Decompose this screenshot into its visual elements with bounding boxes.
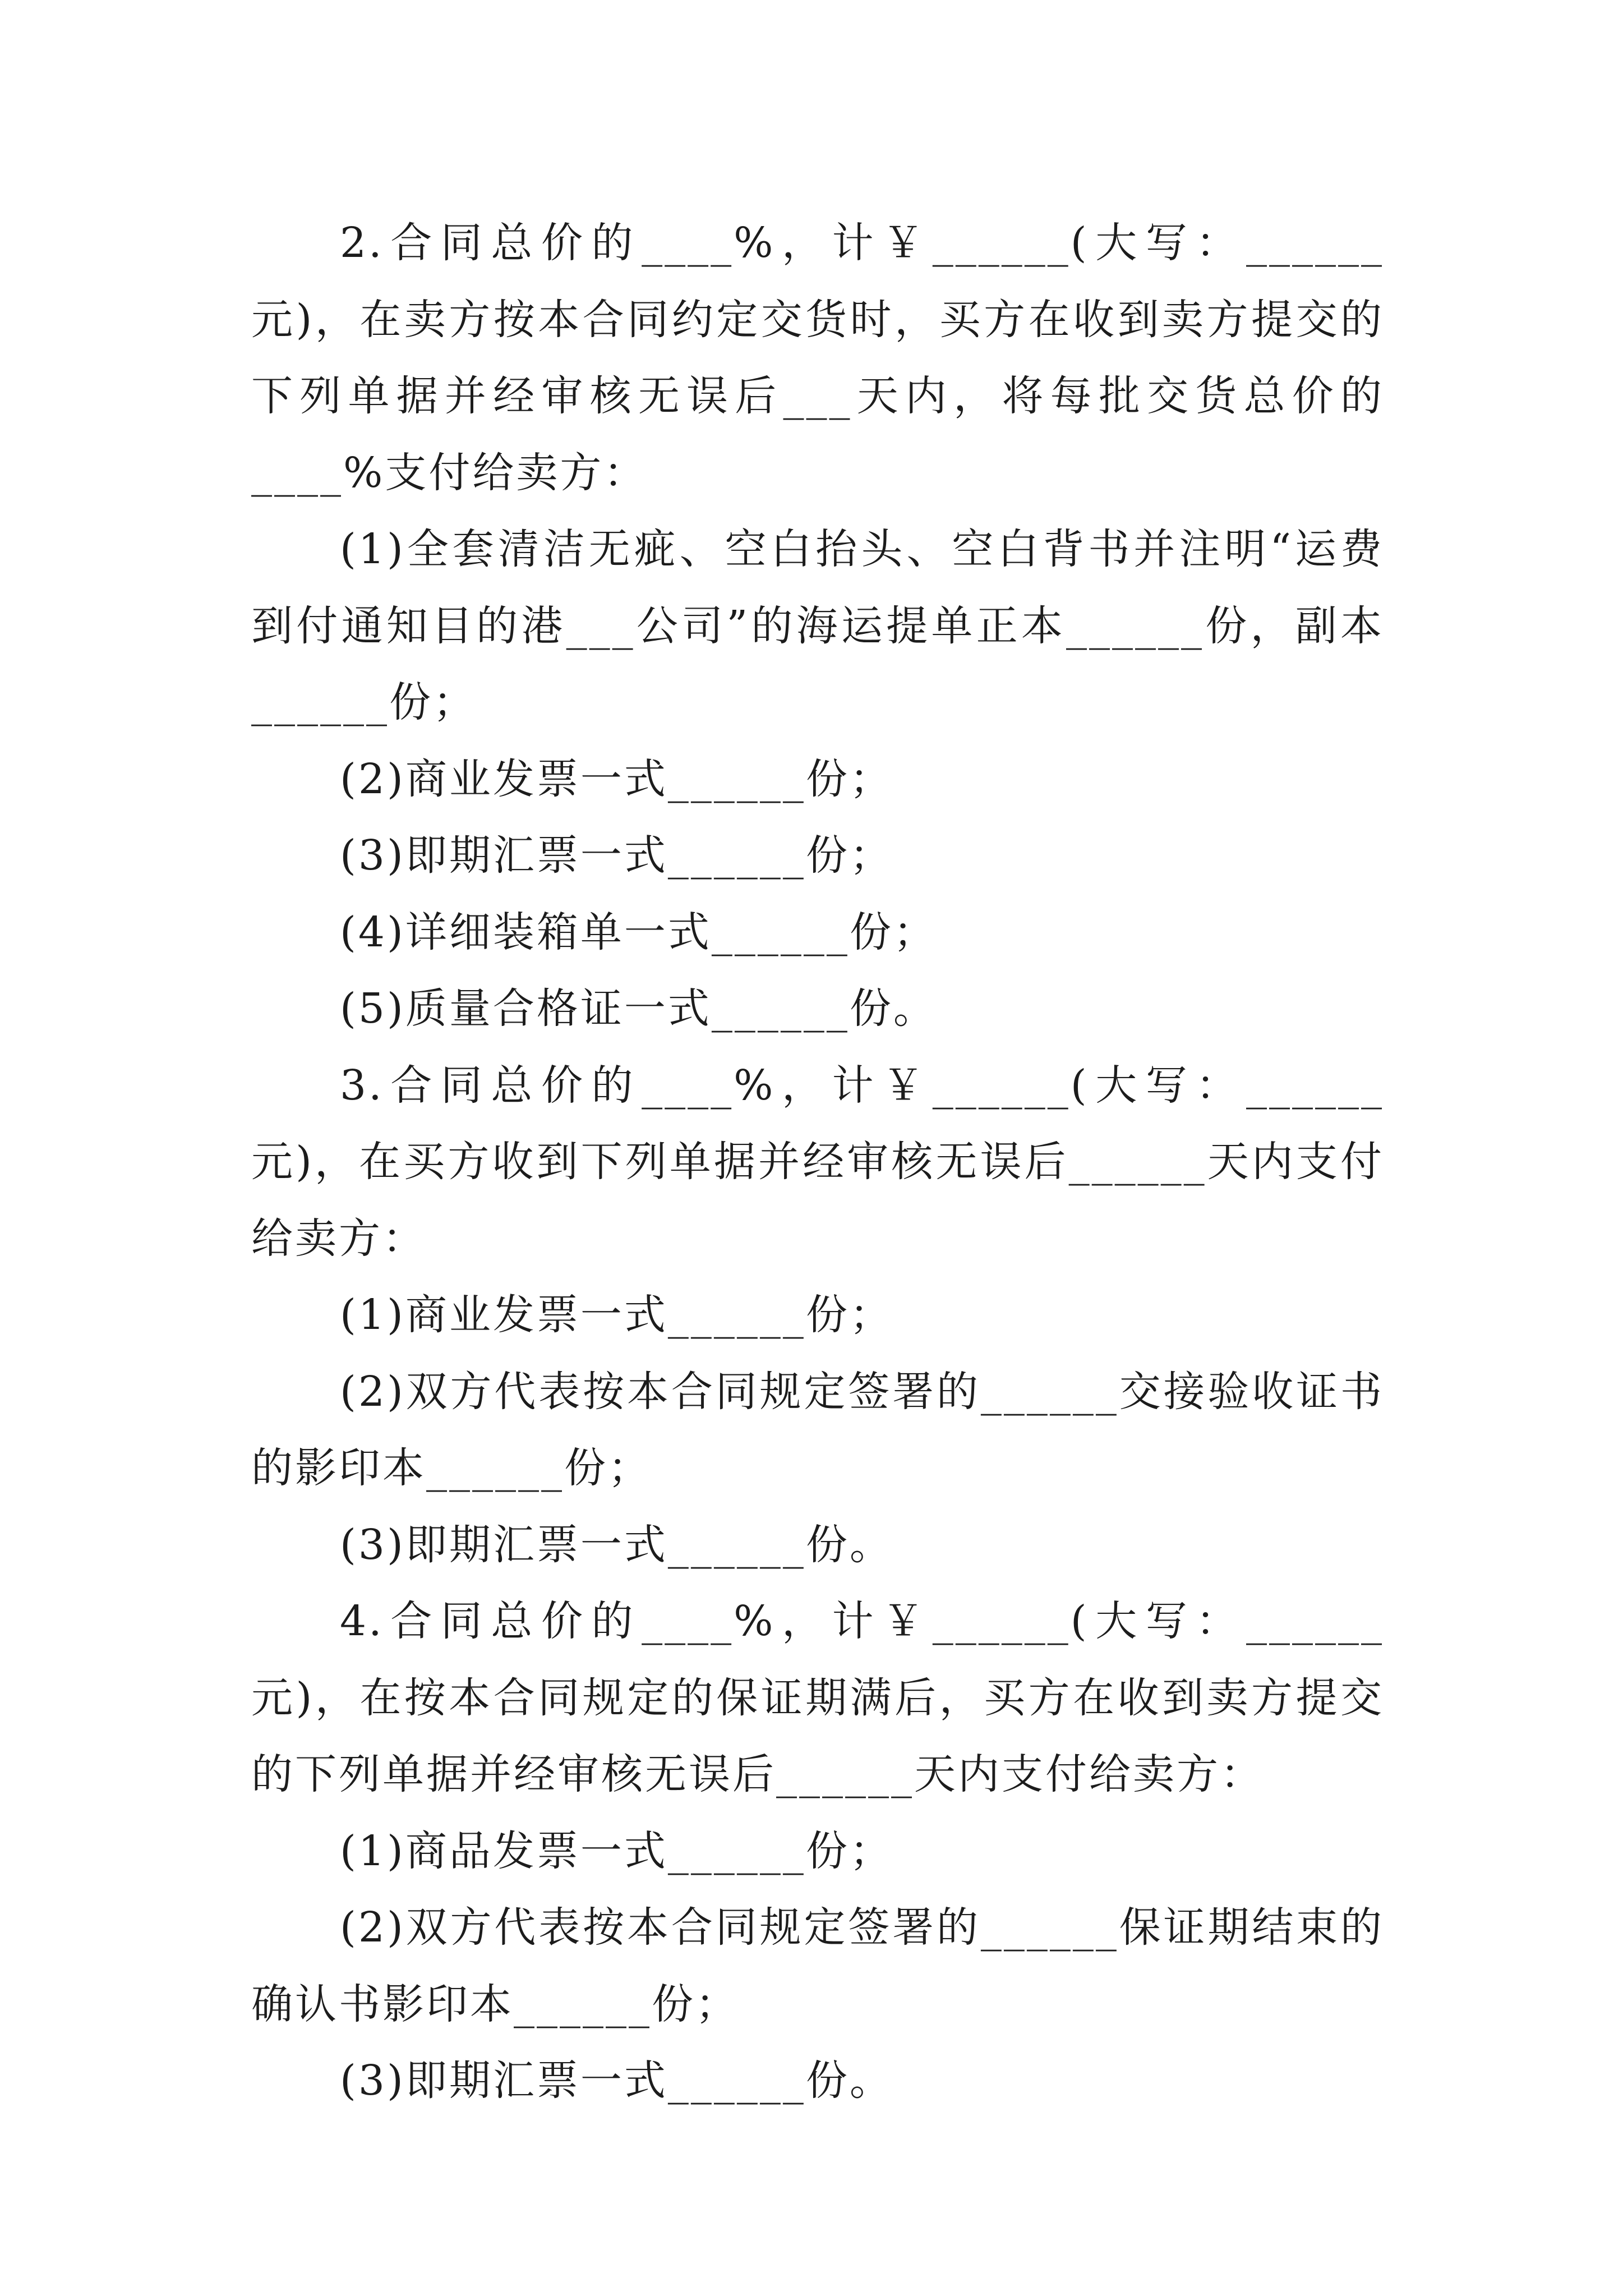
clause-3-item-1: (1)商业发票一式______份；	[340, 1291, 893, 1339]
clause-2-paragraph: 2.合同总价的____%，计￥______(大写：______元)，在卖方按本合同约定交货时，买方在收到卖方提交的下列单据并经审核无误后___天内，将每批交货总价的____%支付给卖方：	[251, 219, 1384, 497]
clause-2-item-3: (3)即期汇票一式______份；	[340, 831, 893, 880]
clause-3-paragraph: 3.合同总价的____%，计￥______(大写：______元)，在买方收到下列单据并经审核无误后______天内支付给卖方：	[251, 1061, 1384, 1263]
clause-2-item-1: (1)全套清洁无疵、空白抬头、空白背书并注明“运费到付通知目的港___公司”的海运提单正本______份，副本______份；	[251, 525, 1384, 726]
clause-4-paragraph: 4.合同总价的____%，计￥______(大写：______元)，在按本合同规定的保证期满后，买方在收到卖方提交的下列单据并经审核无误后______天内支付给卖方：	[251, 1597, 1384, 1798]
clause-2-item-4: (4)详细装箱单一式______份；	[340, 908, 937, 956]
clause-2-item-5: (5)质量合格证一式______份。	[340, 984, 937, 1033]
clause-3-item-3: (3)即期汇票一式______份。	[340, 1520, 893, 1569]
clause-3-item-2: (2)双方代表按本合同规定签署的______交接验收证书的影印本______份；	[251, 1367, 1384, 1492]
clause-4-item-1: (1)商品发票一式______份；	[340, 1826, 893, 1875]
clause-4-item-2: (2)双方代表按本合同规定签署的______保证期结束的确认书影印本______份；	[251, 1903, 1384, 2028]
clause-2-item-2: (2)商业发票一式______份；	[340, 754, 893, 803]
clause-4-item-3: (3)即期汇票一式______份。	[340, 2056, 893, 2105]
document-body	[251, 205, 1384, 2119]
